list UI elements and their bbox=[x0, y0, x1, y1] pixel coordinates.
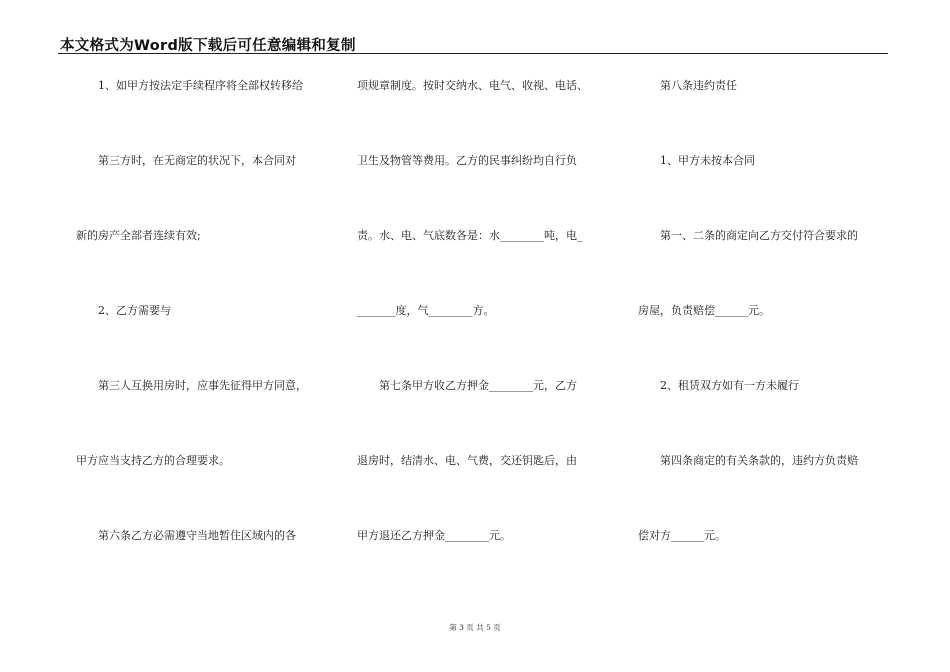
text-line: 第三方时，在无商定的状况下，本合同对 bbox=[76, 154, 296, 167]
document-header-title: 本文格式为Word版下载后可任意编辑和复制 bbox=[60, 38, 356, 54]
text-line: 2、租赁双方如有一方未履行 bbox=[638, 379, 799, 392]
text-column-1 bbox=[76, 0, 346, 672]
text-line: 偿对方______元。 bbox=[638, 529, 726, 542]
text-column-3 bbox=[638, 0, 908, 672]
text-line: 责。水、电、气底数各是：水________吨，电_ bbox=[357, 229, 583, 242]
text-line: 甲方应当支持乙方的合理要求。 bbox=[76, 454, 230, 467]
text-line: 第三人互换用房时，应事先征得甲方同意， bbox=[76, 379, 307, 392]
text-line: 1、甲方未按本合同 bbox=[638, 154, 755, 167]
text-line: 新的房产全部者连续有效; bbox=[76, 229, 201, 242]
text-line: 第八条违约责任 bbox=[638, 79, 737, 92]
page-number: 第 3 页 共 5 页 bbox=[449, 623, 501, 632]
text-line: 1、如甲方按法定手续程序将全部权转移给 bbox=[76, 79, 303, 92]
text-line: 第七条甲方收乙方押金________元，乙方 bbox=[357, 379, 577, 392]
text-line: 2、乙方需要与 bbox=[76, 304, 171, 317]
text-line: 房屋，负责赔偿______元。 bbox=[638, 304, 770, 317]
text-line: 项规章制度。按时交纳水、电气、收视、电话、 bbox=[357, 79, 588, 92]
text-line: 第六条乙方必需遵守当地暂住区域内的各 bbox=[76, 529, 296, 542]
text-column-2 bbox=[357, 0, 627, 672]
text-line: _______度，气________方。 bbox=[357, 304, 495, 317]
text-line: 第四条商定的有关条款的，违约方负责赔 bbox=[638, 454, 858, 467]
text-line: 第一、二条的商定向乙方交付符合要求的 bbox=[638, 229, 858, 242]
text-line: 甲方退还乙方押金________元。 bbox=[357, 529, 511, 542]
text-line: 退房时，结清水、电、气费，交还钥匙后，由 bbox=[357, 454, 577, 467]
text-line: 卫生及物管等费用。乙方的民事纠纷均自行负 bbox=[357, 154, 577, 167]
